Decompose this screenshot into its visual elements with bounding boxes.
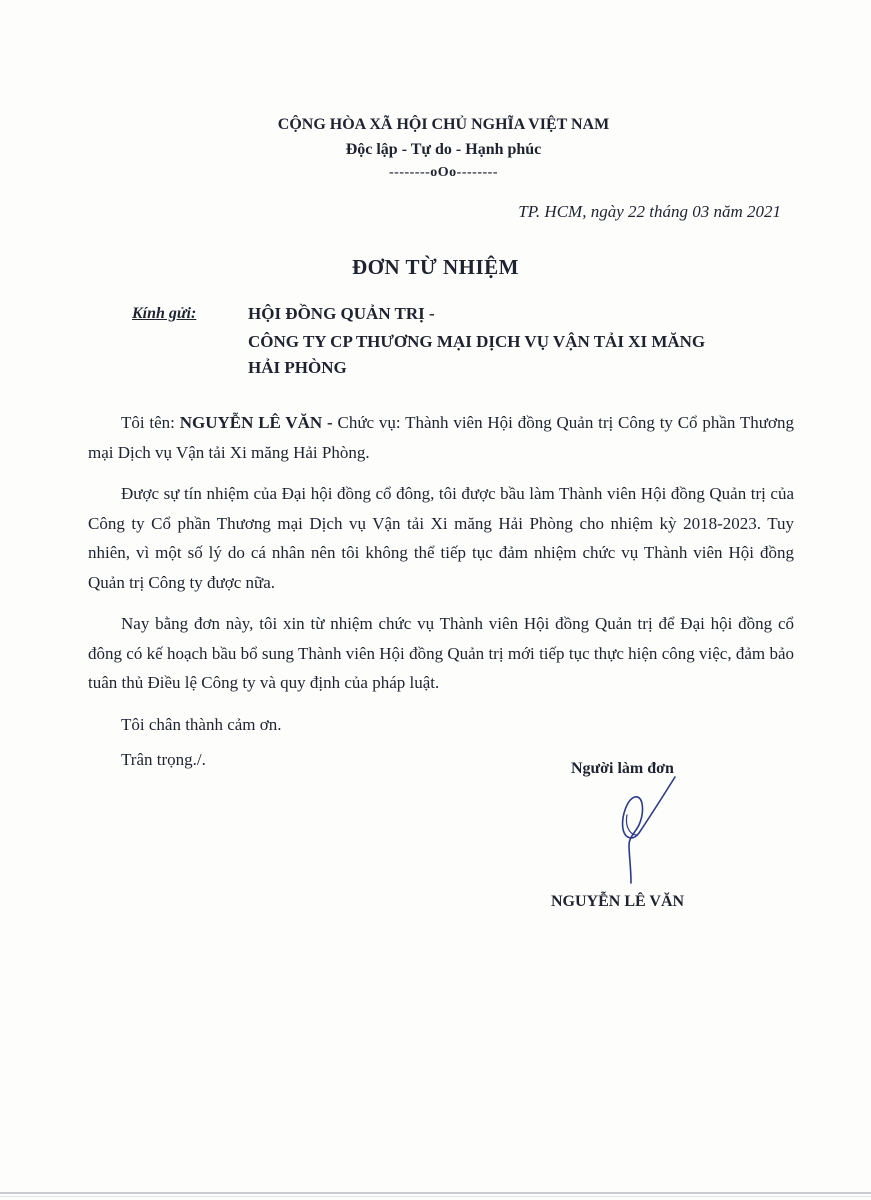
- letter-body: [88, 408, 794, 781]
- recipient-line-2: CÔNG TY CP THƯƠNG MẠI DỊCH VỤ VẬN TẢI XI MĂNG: [248, 332, 706, 351]
- handwritten-signature: [605, 775, 695, 885]
- document-title: ĐƠN TỪ NHIỆM: [351, 255, 519, 279]
- scan-edge-line-secondary: [0, 1196, 871, 1197]
- paragraph-thanks: Tôi chân thành cảm ơn.: [121, 714, 282, 734]
- intro-prefix: Tôi tên:: [121, 413, 180, 432]
- national-title: CỘNG HÒA XÃ HỘI CHỦ NGHĨA VIỆT NAM: [277, 116, 610, 133]
- recipient-line-3: HẢI PHÒNG: [248, 358, 347, 377]
- header-divider: --------oOo--------: [389, 165, 498, 180]
- scan-edge-line: [0, 1192, 871, 1194]
- recipient-label: Kính gửi:: [132, 305, 197, 322]
- national-motto: Độc lập - Tự do - Hạnh phúc: [345, 141, 542, 158]
- recipient-line-1: HỘI ĐỒNG QUẢN TRỊ -: [248, 304, 435, 323]
- paragraph-request: Nay bằng đơn này, tôi xin từ nhiệm chức vụ Thành viên Hội đồng Quản trị để Đại hội đồng cổ đông có kế hoạch bầu bổ sung Thành viên Hội đồng Quản trị mới tiếp tục thực hiện công việc, đảm bảo tuân thủ Điều lệ Công ty và quy định của pháp luật.: [88, 614, 794, 692]
- signer-name: NGUYỄN LÊ VĂN: [551, 893, 685, 910]
- signer-label: Người làm đơn: [571, 760, 674, 777]
- applicant-name: NGUYỄN LÊ VĂN -: [179, 413, 333, 432]
- paragraph-background: Được sự tín nhiệm của Đại hội đồng cổ đông, tôi được bầu làm Thành viên Hội đồng Quản trị của Công ty Cổ phần Thương mại Dịch vụ Vận tải Xi măng Hải Phòng cho nhiệm kỳ 2018-2023. Tuy nhiên, vì một số lý do cá nhân nên tôi không thể tiếp tục đảm nhiệm chức vụ Thành viên Hội đồng Quản trị Công ty được nữa.: [88, 484, 794, 592]
- paragraph-closing: Trân trọng./.: [121, 750, 206, 769]
- intro-rest: Chức vụ: Thành viên Hội đồng Quản trị Công ty Cổ phần Thương mại Dịch vụ Vận tải Xi măng Hải Phòng.: [88, 413, 794, 462]
- place-date-line: TP. HCM, ngày 22 tháng 03 năm 2021: [518, 202, 781, 221]
- paragraph-introduction: [88, 408, 794, 467]
